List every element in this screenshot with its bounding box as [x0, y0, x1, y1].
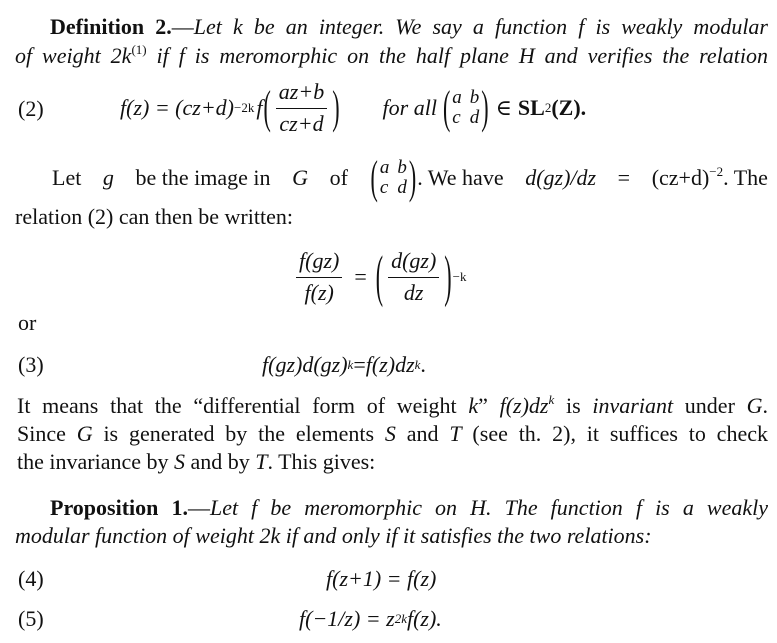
p2-l1-text-c: is	[554, 393, 593, 418]
paragraph-1-line-2: relation (2) can then be written:	[15, 204, 293, 229]
p2-l1-text-a: It means that the “differential form of weight	[17, 393, 469, 418]
p2-l1-invariant: invariant	[592, 393, 674, 418]
eq2-forall: for all	[382, 94, 437, 120]
p2-l2-S: S	[384, 421, 396, 446]
p2-l2-text-d: (see th. 2), it suffices to check	[461, 421, 768, 446]
p2-l2-G: G	[76, 421, 93, 446]
p2-l1-text-d: under	[673, 393, 747, 418]
p1-matrix-right-paren: )	[408, 150, 417, 203]
eq2-f: f	[256, 94, 263, 120]
p2-l1-k: k	[468, 393, 479, 418]
p1-matrix-entry-a: a	[379, 157, 390, 179]
proposition-line-2: modular function of weight 2k if and only if it satisfies the two relations:	[15, 523, 652, 548]
eq3-equals: =	[353, 351, 366, 377]
proposition-label: Proposition 1.	[50, 495, 188, 520]
p2-l1-G: G	[746, 393, 763, 418]
p1-rhs-exponent: −2	[709, 163, 724, 179]
p2-l2-text-a: Since	[17, 421, 77, 446]
p1-g: g	[102, 164, 114, 190]
definition-label: Definition 2.	[50, 14, 172, 39]
equation-number-3: (3)	[18, 352, 44, 377]
paragraph-2-line-2	[17, 421, 768, 447]
p1-G: G	[292, 164, 309, 190]
p1-let: Let	[52, 164, 82, 190]
eq5-rhs: f(z).	[406, 606, 442, 631]
definition-dash: —	[171, 14, 194, 39]
paragraph-2-line-3	[17, 449, 375, 475]
eq3-lhs: f(gz)d(gz)	[262, 351, 348, 377]
p2-l3-text-b: and by	[185, 449, 256, 474]
matrix-entry-d: d	[469, 107, 480, 128]
eq2-lhs: f(z) = (cz+d)	[120, 94, 234, 120]
eq2-numerator: az+b	[276, 79, 327, 108]
eq2-element-of: ∈	[495, 94, 512, 120]
definition-text-2a: of weight 2k	[15, 43, 132, 68]
eqf-equals: =	[354, 263, 367, 289]
definition-text-1: Let k be an integer. We say a function f is weakly modular	[193, 14, 768, 39]
equation-4: f(z+1) = f(z)	[326, 566, 437, 591]
p2-l1-text-b: ”	[478, 393, 500, 418]
p1-matrix-entry-b: b	[397, 157, 407, 179]
eq2-denominator: cz+d	[279, 110, 324, 136]
eq3-rhs: f(z)dz	[365, 351, 415, 377]
eq2-matrix-left-paren: (	[442, 80, 451, 133]
matrix-entry-b: b	[469, 87, 480, 109]
p1-end: . The	[723, 164, 768, 190]
proposition-dash: —	[187, 495, 210, 520]
equation-number-2: (2)	[18, 96, 44, 121]
equation-2: f(z) = (cz+d) −2k f ( $\frac{az+b}{cz+d}$ ) for all ( a b c d ) ∈ SL 2 (Z).	[120, 79, 587, 136]
equation-3: f(gz)d(gz) k = f(z)dz k .	[262, 351, 426, 377]
eqf-right-paren: )	[444, 242, 452, 308]
eq2-group-arg: (Z).	[551, 94, 587, 120]
matrix-entry-a: a	[452, 87, 462, 109]
eq2-right-paren: )	[332, 80, 340, 133]
p2-l1-end: .	[762, 393, 769, 418]
eq2-matrix	[452, 88, 479, 128]
p1-matrix-left-paren: (	[370, 150, 378, 203]
proposition-line-1	[50, 495, 768, 521]
p2-l3-text-c: . This gives:	[267, 449, 376, 474]
p2-l2-text-b: is generated by the elements	[92, 421, 385, 446]
eqf-left-paren: (	[375, 242, 384, 308]
eqf-numerator-2: d(gz)	[388, 248, 439, 277]
eq5-lhs: f(−1/z) = z	[299, 606, 395, 631]
connective-or: or	[18, 310, 37, 335]
p1-be-image: be the image in	[135, 164, 271, 190]
definition-line-2	[15, 43, 768, 69]
p1-matrix-group	[370, 150, 504, 203]
p2-l2-text-c: and	[395, 421, 450, 446]
paragraph-1-line-1	[52, 150, 768, 203]
equation-number-4: (4)	[18, 566, 44, 591]
p2-l1-form: f(z)dz	[499, 393, 549, 418]
p2-l2-T: T	[449, 421, 462, 446]
p2-l3-T: T	[255, 449, 268, 474]
p2-l3-S: S	[174, 449, 185, 474]
footnote-mark: (1)	[131, 42, 147, 57]
definition-text-2b: if f is meromorphic on the half plane H and verifies the relation	[146, 43, 768, 68]
eqf-numerator-1: f(gz)	[296, 248, 342, 277]
eqf-fraction-2	[388, 248, 439, 306]
proposition-text-1: Let f be meromorphic on H. The function f is a weakly	[209, 495, 768, 520]
definition-line-1	[50, 14, 768, 40]
p1-matrix-entry-d: d	[397, 177, 407, 198]
p1-matrix	[380, 158, 407, 198]
p1-matrix-entry-c: c	[379, 177, 389, 198]
equation-number-5: (5)	[18, 606, 44, 631]
eq2-fraction	[276, 79, 327, 137]
p1-equals: =	[617, 164, 631, 190]
eqf-fraction-1	[296, 248, 342, 306]
eq2-left-paren: (	[263, 80, 271, 133]
paragraph-2-line-1	[17, 393, 768, 419]
eq3-end: .	[420, 351, 426, 377]
p1-we-have: . We have	[417, 164, 504, 190]
eqf-denominator-1: f(z)	[304, 279, 334, 305]
equation-fraction: $\frac{f(gz)}{f(z)}$ = ( $\frac{d(gz)}{dz}$ ) −k	[292, 242, 466, 312]
p1-rhs: (cz+d)	[651, 164, 710, 190]
p1-of: of	[329, 164, 348, 190]
p1-derivative: d(gz)/dz	[525, 164, 597, 190]
p2-l1-form-exponent: k	[548, 392, 555, 407]
eq2-matrix-right-paren: )	[481, 80, 489, 133]
eq2-group: SL	[517, 94, 545, 120]
p2-l3-text-a: the invariance by	[17, 449, 174, 474]
equation-5: f(−1/z) = z 2k f(z).	[299, 606, 442, 631]
matrix-entry-c: c	[452, 107, 461, 128]
eqf-denominator-2: dz	[403, 279, 424, 305]
